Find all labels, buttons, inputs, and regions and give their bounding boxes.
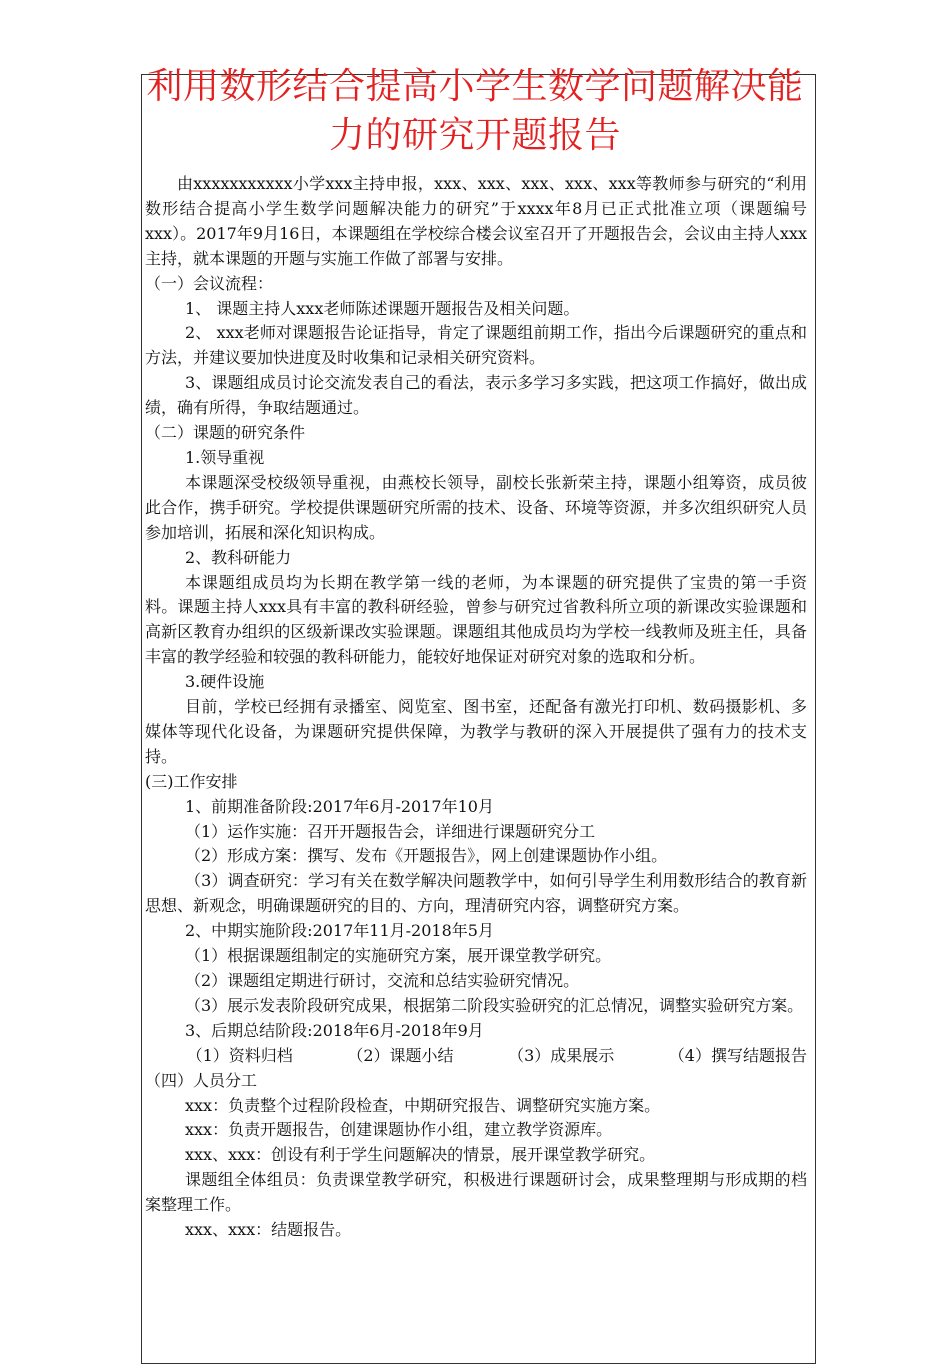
stage-3-items	[145, 1044, 807, 1069]
stage-3-item-2: （2）课题小结	[347, 1045, 454, 1065]
section-1-heading: （一）会议流程：	[145, 273, 274, 293]
stage-3-heading: 3、后期总结阶段:2018年6月-2018年9月	[185, 1020, 484, 1040]
section-1-item-1: 1、 课题主持人xxx老师陈述课题开题报告及相关问题。	[185, 298, 580, 318]
section-4-heading: （四）人员分工	[145, 1070, 258, 1090]
stage-1-item-1: （1）运作实施：召开开题报告会，详细进行课题研究分工	[185, 821, 596, 841]
section-1-item-3: 3、课题组成员讨论交流发表自己的看法，表示多学习多实践，把这项工作搞好，做出成绩，确有所得，争取结题通过。	[145, 373, 807, 418]
stage-3-item-4: （4）撰写结题报告	[668, 1045, 807, 1065]
section-2-heading: （二）课题的研究条件	[145, 423, 306, 443]
staff-item-3: xxx、xxx：创设有利于学生问题解决的情景，展开课堂教学研究。	[185, 1145, 656, 1165]
section-2-sub-3: 3.硬件设施	[185, 672, 265, 692]
section-2-paragraph-2: 本课题组成员均为长期在教学第一线的老师，为本课题的研究提供了宝贵的第一手资料。课题主持人xxx具有丰富的教科研经验，曾参与研究过省教科所立项的新课改实验课题和高新区教育办组织的区级新课改实验课题。课题组其他成员均为学校一线教师及班主任，具备丰富的教学经验和较强的教科研能力，能较好地保证对研究对象的选取和分析。	[145, 572, 807, 667]
staff-item-4: 课题组全体组员：负责课堂教学研究，积极进行课题研讨会，成果整理期与形成期的档案整理工作。	[145, 1170, 807, 1215]
stage-1-item-2: （2）形成方案：撰写、发布《开题报告》，网上创建课题协作小组。	[185, 846, 668, 866]
stage-2-heading: 2、中期实施阶段:2017年11月-2018年5月	[185, 921, 494, 941]
section-1-item-2: 2、 xxx老师对课题报告论证指导，肯定了课题组前期工作，指出今后课题研究的重点和方法，并建议要加快进度及时收集和记录相关研究资料。	[145, 323, 807, 368]
stage-2-item-3: （3）展示发表阶段研究成果，根据第二阶段实验研究的汇总情况，调整实验研究方案。	[185, 995, 804, 1015]
stage-1-item-3: （3）调查研究：学习有关在数学解决问题教学中，如何引导学生利用数形结合的教育新思想、新观念，明确课题研究的目的、方向，理清研究内容，调整研究方案。	[145, 871, 807, 916]
stage-3-item-1: （1）资料归档	[186, 1045, 293, 1065]
staff-item-2: xxx：负责开题报告，创建课题协作小组，建立教学资源库。	[185, 1120, 613, 1140]
stage-3-item-3: （3）成果展示	[508, 1045, 615, 1065]
staff-item-1: xxx：负责整个过程阶段检查，中期研究报告、调整研究实施方案。	[185, 1095, 661, 1115]
section-2-paragraph-3: 目前，学校已经拥有录播室、阅览室、图书室，还配备有激光打印机、数码摄影机、多媒体等现代化设备，为课题研究提供保障，为教学与教研的深入开展提供了强有力的技术支持。	[145, 697, 807, 766]
document-body	[145, 172, 807, 1243]
stage-2-item-1: （1）根据课题组制定的实施研究方案，展开课堂教学研究。	[185, 946, 612, 966]
intro-paragraph: 由xxxxxxxxxxx小学xxx主持申报，xxx、xxx、xxx、xxx、xxx等教师参与研究的“利用数形结合提高小学生数学问题解决能力的研究”于xxxx年8月已正式批准立项（课题编号xxx）。2017年9月16日，本课题组在学校综合楼会议室召开了开题报告会，会议由主持人xxx主持，就本课题的开题与实施工作做了部署与安排。	[145, 174, 807, 268]
section-2-paragraph-1: 本课题深受校级领导重视，由燕校长领导，副校长张新荣主持，课题小组筹资，成员彼此合作，携手研究。学校提供课题研究所需的技术、设备、环境等资源，并多次组织研究人员参加培训，拓展和深化知识构成。	[145, 472, 807, 542]
stage-2-item-2: （2）课题组定期进行研讨，交流和总结实验研究情况。	[185, 971, 580, 990]
stage-1-heading: 1、前期准备阶段:2017年6月-2017年10月	[185, 796, 494, 816]
section-2-sub-2: 2、教科研能力	[185, 547, 292, 567]
section-3-heading: (三)工作安排	[145, 771, 238, 791]
section-2-sub-1: 1.领导重视	[185, 447, 265, 467]
document-title: 利用数形结合提高小学生数学问题解决能力的研究开题报告	[146, 66, 804, 156]
staff-item-5: xxx、xxx：结题报告。	[185, 1220, 352, 1240]
